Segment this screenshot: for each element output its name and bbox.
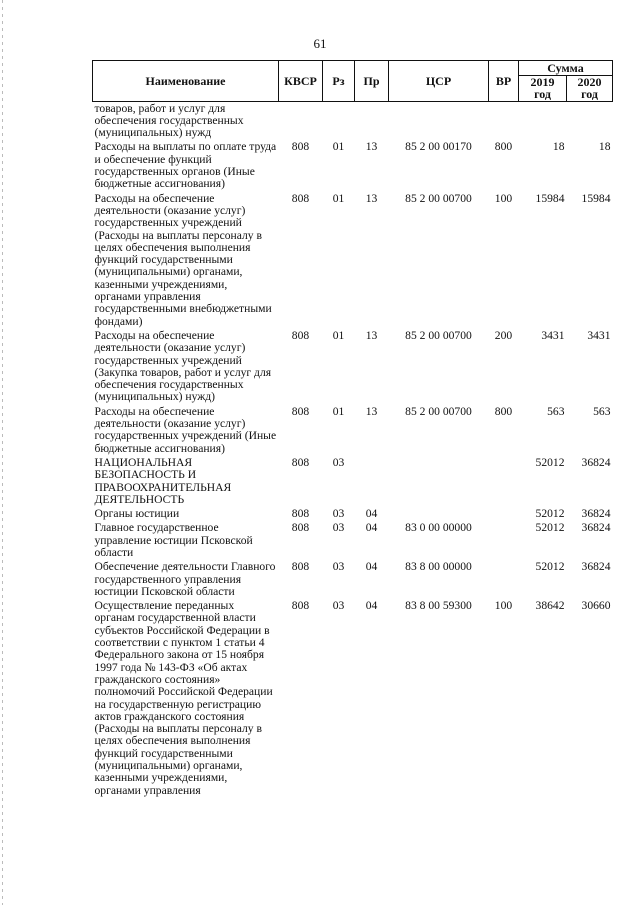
row-kvsr: 808 (291, 599, 310, 613)
row-kvsr: 808 (291, 191, 310, 205)
header-sum: Сумма (519, 61, 613, 76)
row-csr: 83 8 00 59300 (405, 599, 472, 613)
row-pr: 13 (365, 404, 378, 418)
row-name: Расходы на обеспечение деятельности (оказание услуг) государственных учреждений (Расходы на выплаты персоналу в целях обеспечения выполнения функций государственными (муниципальными) органами, казенными учреждениями, органами управления государственными внебюджетными фондами) (94, 191, 272, 328)
row-rz: 03 (332, 560, 345, 574)
header-name: Наименование (93, 61, 279, 102)
row-sum-2019: 18 (552, 140, 565, 154)
row-pr: 04 (365, 560, 378, 574)
row-sum-2020 (567, 101, 613, 140)
header-pr: Пр (355, 61, 389, 102)
table-row (93, 140, 613, 191)
row-sum-2019 (519, 101, 567, 140)
row-sum-2019: 563 (547, 404, 565, 418)
row-name: НАЦИОНАЛЬНАЯ БЕЗОПАСНОСТЬ И ПРАВООХРАНИТЕЛЬНАЯ ДЕЯТЕЛЬНОСТЬ (94, 455, 232, 506)
table-row (93, 101, 613, 140)
row-pr: 04 (365, 599, 378, 613)
row-name: Главное государственное управление юстиции Псковской области (94, 521, 253, 559)
row-vr: 800 (494, 140, 513, 154)
table-row (93, 405, 613, 456)
row-vr (489, 456, 519, 507)
budget-table (92, 60, 613, 798)
row-rz: 01 (332, 404, 345, 418)
header-vr: ВР (489, 61, 519, 102)
row-rz: 03 (332, 507, 345, 521)
row-kvsr: 808 (291, 140, 310, 154)
row-csr: 85 2 00 00170 (405, 140, 472, 154)
table-row (93, 192, 613, 329)
row-csr: 85 2 00 00700 (405, 404, 472, 418)
row-kvsr: 808 (291, 455, 310, 469)
row-name: Обеспечение деятельности Главного государственного управления юстиции Псковской области (94, 560, 276, 598)
page-number: 61 (313, 36, 327, 51)
row-csr: 85 2 00 00700 (405, 191, 472, 205)
table-header (93, 61, 613, 102)
row-vr: 800 (494, 404, 513, 418)
header-year-2019: 2019 год (519, 76, 567, 102)
row-sum-2019: 3431 (541, 328, 565, 342)
row-sum-2019: 52012 (535, 507, 565, 521)
row-pr (355, 456, 389, 507)
row-vr: 100 (494, 599, 513, 613)
row-csr (389, 507, 489, 521)
row-sum-2020: 36824 (581, 455, 611, 469)
row-sum-2020: 36824 (581, 560, 611, 574)
row-pr: 13 (365, 328, 378, 342)
row-vr: 200 (494, 328, 513, 342)
table-row (93, 507, 613, 521)
row-name: товаров, работ и услуг для обеспечения государственных (муниципальных) нужд (94, 101, 244, 140)
row-pr: 04 (365, 507, 378, 521)
row-vr (489, 521, 519, 560)
row-csr (389, 101, 489, 140)
row-name: Органы юстиции (94, 507, 180, 521)
row-vr (489, 101, 519, 140)
row-sum-2020: 30660 (581, 599, 611, 613)
row-sum-2020: 563 (593, 404, 611, 418)
row-vr: 100 (494, 191, 513, 205)
row-vr (489, 507, 519, 521)
row-vr (489, 560, 519, 599)
row-sum-2020: 3431 (587, 328, 611, 342)
row-rz: 03 (332, 521, 345, 535)
row-csr: 85 2 00 00700 (405, 328, 472, 342)
header-rz: Рз (323, 61, 355, 102)
row-kvsr: 808 (291, 328, 310, 342)
row-sum-2020: 36824 (581, 507, 611, 521)
header-csr: ЦСР (389, 61, 489, 102)
row-sum-2019: 52012 (535, 521, 565, 535)
header-kvsr: КВСР (279, 61, 323, 102)
table-row (93, 329, 613, 405)
row-kvsr: 808 (291, 404, 310, 418)
row-rz: 01 (332, 140, 345, 154)
row-sum-2019: 15984 (535, 191, 565, 205)
row-pr: 13 (365, 140, 378, 154)
header-year-2020: 2020 год (567, 76, 613, 102)
table-row (93, 560, 613, 599)
table-body (93, 101, 613, 798)
row-pr: 13 (365, 191, 378, 205)
row-csr (389, 456, 489, 507)
row-csr: 83 8 00 00000 (405, 560, 472, 574)
row-rz: 03 (332, 599, 345, 613)
row-rz: 01 (332, 328, 345, 342)
row-name: Расходы на обеспечение деятельности (оказание услуг) государственных учреждений (Иные бюджетные ассигнования) (94, 404, 277, 455)
table-row (93, 456, 613, 507)
row-sum-2020: 36824 (581, 521, 611, 535)
row-kvsr: 808 (291, 507, 310, 521)
row-kvsr: 808 (291, 560, 310, 574)
table-row (93, 521, 613, 560)
row-kvsr: 808 (291, 521, 310, 535)
row-name: Расходы на обеспечение деятельности (оказание услуг) государственных учреждений (Закупка товаров, работ и услуг для обеспечения государственных (муниципальных) нужд) (94, 328, 272, 404)
row-pr (355, 101, 389, 140)
row-name: Расходы на выплаты по оплате труда и обеспечение функций государственных органов (Иные бюджетные ассигнования) (94, 140, 277, 191)
row-rz: 01 (332, 191, 345, 205)
row-kvsr (279, 101, 323, 140)
row-csr: 83 0 00 00000 (405, 521, 472, 535)
row-name: Осуществление переданных органам государственной власти субъектов Российской Федерации в соответствии с пунктом 1 статьи 4 Федерального закона от 15 ноября 1997 года № 143-ФЗ «Об актах гражданского состояния» полномочий Российской Федерации на государственную регистрацию актов гражданского состояния (Расходы на выплаты персоналу в целях обеспечения выполнения функций государственными (муниципальными) органами, казенными учреждениями, органами управления (94, 599, 273, 797)
row-sum-2019: 38642 (535, 599, 565, 613)
row-sum-2020: 15984 (581, 191, 611, 205)
row-sum-2019: 52012 (535, 560, 565, 574)
page-margin-line (2, 0, 3, 905)
table-row (93, 599, 613, 798)
row-rz: 03 (332, 455, 345, 469)
row-sum-2019: 52012 (535, 455, 565, 469)
row-sum-2020: 18 (598, 140, 611, 154)
row-rz (323, 101, 355, 140)
row-pr: 04 (365, 521, 378, 535)
